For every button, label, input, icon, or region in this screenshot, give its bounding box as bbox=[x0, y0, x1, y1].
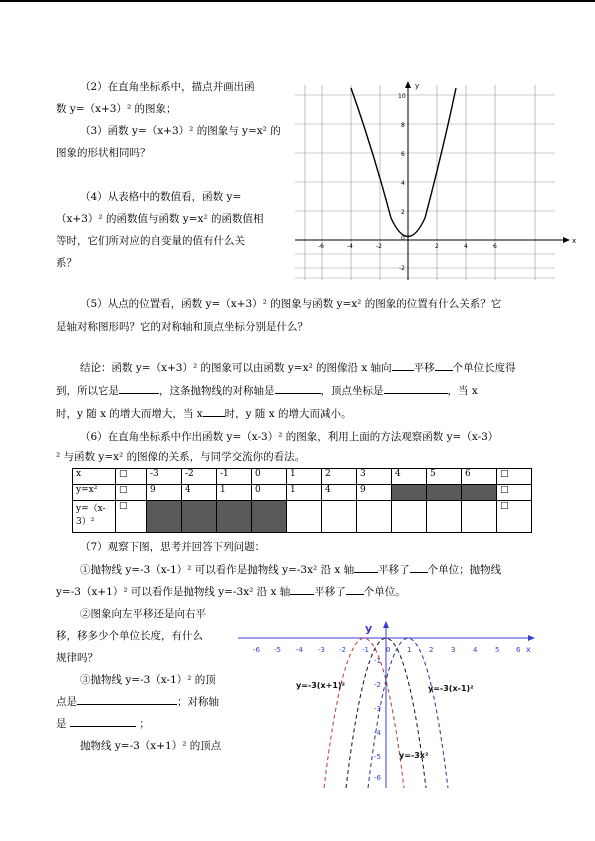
x-tick: 4 bbox=[464, 243, 468, 250]
q6-line2: ² 与函数 y=x² 的图像的关系，与同学交流你的看法。 bbox=[56, 451, 306, 463]
y-tick: -6 bbox=[374, 774, 381, 782]
x-tick: 2 bbox=[429, 646, 434, 654]
x-tick: -6 bbox=[253, 646, 260, 654]
y-axis-label: y bbox=[365, 622, 373, 635]
x-tick: -1 bbox=[362, 646, 369, 654]
y-tick: -4 bbox=[374, 729, 381, 737]
q7-c2: 点是 ；对称轴 bbox=[56, 691, 219, 714]
x-tick: 3 bbox=[451, 646, 456, 654]
x-tick: 6 bbox=[516, 646, 521, 654]
y-tick: -1 bbox=[374, 657, 381, 665]
q7-b2: 移，移多少个单位长度，有什么 bbox=[56, 630, 203, 642]
parabola-graph bbox=[295, 80, 580, 285]
value-table bbox=[72, 468, 532, 533]
table-row: y=x² □ 9 4 1 0 1 4 9 □ bbox=[73, 485, 532, 501]
blank-cell[interactable] bbox=[287, 501, 322, 533]
blank-cell[interactable] bbox=[462, 501, 497, 533]
x-tick: 0 bbox=[386, 646, 391, 654]
y-tick: 8 bbox=[401, 122, 405, 129]
q4-line2: （x+3）² 的函数值与函数 y=x² 的函数值相 bbox=[56, 213, 264, 225]
origin-label: 0 bbox=[401, 235, 405, 242]
q6-line1: （6）在直角坐标系中作出函数 y=（x-3）² 的图象，利用上面的方法观察函数 y=（x-3） bbox=[80, 431, 499, 443]
x-tick: -6 bbox=[318, 243, 324, 250]
blank-cell[interactable] bbox=[427, 501, 462, 533]
blank-vertex[interactable] bbox=[384, 382, 448, 394]
x-tick: -2 bbox=[339, 646, 346, 654]
y-tick: 10 bbox=[398, 93, 406, 100]
q7-c4: 抛物线 y=-3（x+1）² 的顶点 bbox=[80, 740, 222, 752]
x-tick: -3 bbox=[318, 646, 325, 654]
q7-title: （7）观察下图，思考并回答下列问题： bbox=[80, 541, 266, 553]
q7-a1: ①抛物线 y=-3（x-1）² 可以看作是抛物线 y=-3x² 沿 x 轴 平移了 个单位；抛物线 bbox=[80, 559, 501, 582]
blank-dir1[interactable] bbox=[354, 561, 378, 573]
x-axis-label: x bbox=[526, 645, 531, 654]
blank-axis[interactable] bbox=[275, 382, 321, 394]
graph1-grid bbox=[295, 85, 555, 280]
x-tick: 5 bbox=[495, 646, 500, 654]
blank-figure[interactable] bbox=[119, 382, 159, 394]
conclusion-line3: 时，y 随 x 的增大而增大，当 x 时，y 随 x 的增大而减小。 bbox=[56, 403, 352, 426]
blank-n2[interactable] bbox=[346, 583, 364, 595]
q7-b1: ②图象向左平移还是向右平 bbox=[80, 608, 206, 620]
q5-line1: （5）从点的位置看，函数 y=（x+3）² 的图象与函数 y=x² 的图象的位置有什么关系？它 bbox=[80, 298, 502, 310]
x-tick: 2 bbox=[435, 243, 439, 250]
table-row: y=（x-3）² □ □ bbox=[73, 501, 532, 533]
blank-units[interactable] bbox=[435, 359, 453, 371]
label-right: y=-3(x-1)² bbox=[428, 684, 474, 693]
x-axis-label: x bbox=[572, 237, 577, 245]
x-tick: 1 bbox=[407, 646, 412, 654]
blank-cell[interactable] bbox=[322, 501, 357, 533]
x-tick: 4 bbox=[473, 646, 478, 654]
x-tick: 6 bbox=[493, 243, 497, 250]
x-tick: -4 bbox=[296, 646, 303, 654]
x-tick: -4 bbox=[347, 243, 353, 250]
blank-cell[interactable] bbox=[357, 501, 392, 533]
q7-a2: y=-3（x+1）² 可以看作是抛物线 y=-3x² 沿 x 轴 平移了 个单位。 bbox=[56, 581, 406, 604]
y-tick: -2 bbox=[374, 681, 381, 689]
label-mid: y=-3x² bbox=[399, 751, 429, 760]
blank-n1[interactable] bbox=[410, 561, 428, 573]
q7-c1: ③抛物线 y=-3（x-1）² 的顶 bbox=[80, 674, 216, 686]
q7-b3: 规律吗？ bbox=[56, 652, 98, 664]
x-tick: -2 bbox=[376, 243, 382, 250]
page-top-rule bbox=[0, 0, 595, 2]
conclusion-line2: 到，所以它是 ，这条抛物线的对称轴是 ，顶点坐标是 ，当 x bbox=[56, 380, 478, 403]
y-tick: -3 bbox=[374, 705, 381, 713]
table-row: x □ -3 -2 -1 0 1 2 3 4 5 6 □ bbox=[73, 469, 532, 485]
q3-line1: （3）函数 y=（x+3）² 的图象与 y=x² 的 bbox=[80, 125, 281, 137]
y-tick: 2 bbox=[401, 209, 405, 216]
q2-line1: （2）在直角坐标系中，描点并画出函 bbox=[80, 81, 255, 93]
q7-c3: 是 ； bbox=[56, 713, 150, 736]
blank-axis2[interactable] bbox=[70, 715, 136, 727]
blank-dir2[interactable] bbox=[290, 583, 314, 595]
conclusion-line1: 结论：函数 y=（x+3）² 的图象可以由函数 y=x² 的图像沿 x 轴向 平移 个单位长度得 bbox=[80, 357, 516, 380]
y-tick: -2 bbox=[399, 265, 405, 272]
blank-range1[interactable] bbox=[203, 405, 225, 417]
blank-vertex2[interactable] bbox=[77, 693, 177, 705]
y-tick: 6 bbox=[401, 151, 405, 158]
label-left: y=-3(x+1)² bbox=[296, 681, 346, 690]
blank-direction[interactable] bbox=[392, 359, 414, 371]
q4-line3: 等时，它们所对应的自变量的值有什么关 bbox=[56, 235, 245, 247]
q2-line2: 数 y=（x+3）² 的图象； bbox=[56, 103, 177, 115]
y-tick: -5 bbox=[374, 753, 381, 761]
x-tick: -5 bbox=[274, 646, 281, 654]
q3-line2: 图象的形状相同吗？ bbox=[56, 147, 151, 159]
q4-line4: 系？ bbox=[56, 257, 77, 269]
y-axis-label: y bbox=[415, 82, 420, 90]
q4-line1: （4）从表格中的数值看，函数 y= bbox=[80, 191, 242, 203]
blank-cell[interactable] bbox=[392, 501, 427, 533]
y-tick: 4 bbox=[401, 180, 405, 187]
q5-line2: 是轴对称图形吗？它的对称轴和顶点坐标分别是什么？ bbox=[56, 321, 308, 333]
shifted-parabolas-graph bbox=[238, 620, 536, 788]
